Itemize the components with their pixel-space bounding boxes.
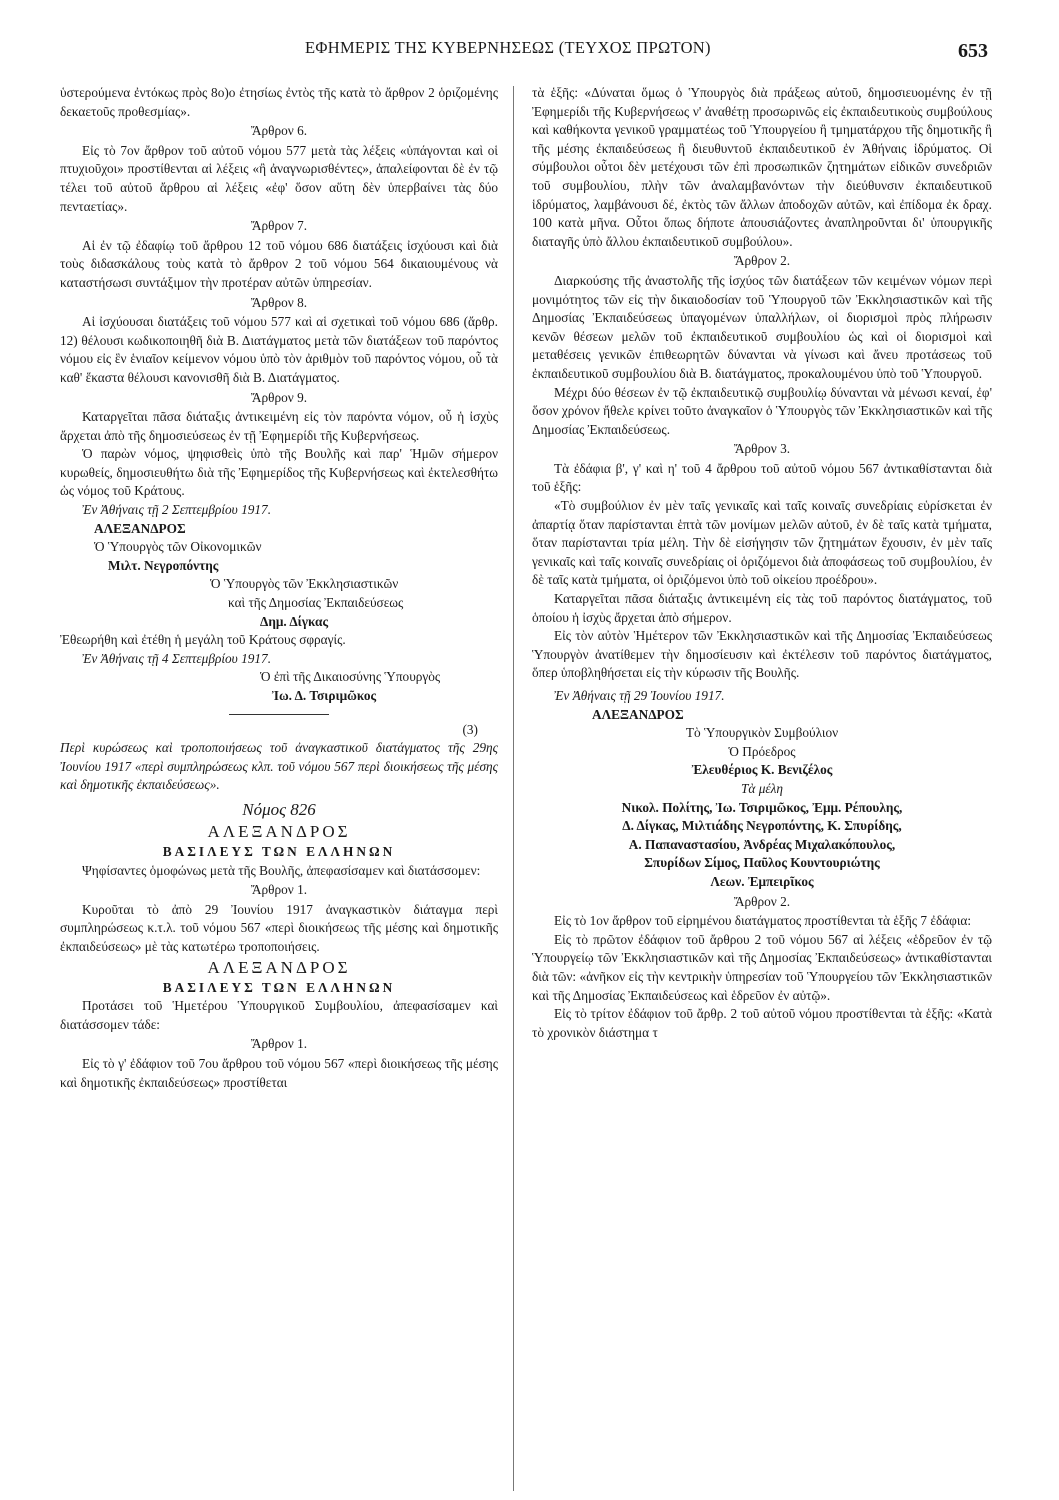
law-number: Νόμος 826 — [242, 799, 316, 819]
paragraph: τὰ ἑξῆς: «Δύναται ὅμως ὁ Ὑπουργὸς διὰ πράξεως αὐτοῦ, δημοσιευομένης ἐν τῇ Ἐφημερίδι τῆς Κυβερνήσεως ν' ἀναθέτῃ προσωρινῶς εἰς ἐκπαιδευτικοὺς συμβούλους καὶ καθήκοντα γενικοῦ γραμματέως τοῦ Ὑπουργείου ἢ τμηματάρχου τῆς δημοτικῆς ἢ τῆς μέσης ἐκπαιδεύσεως ἢ διευθυντοῦ ἐκπαιδευτικοῦ ἐν Ἀθήναις ἱδρύματος. Οἱ σύμβουλοι οὗτοι δὲν μετέχουσι τῶν ἐπὶ προσωπικῶν ζητημάτων εἰδικῶν συνεδριῶν τοῦ συμβουλίου, πλὴν τῶν ἀναλαμβανόντων τὴν διεύθυνσιν ἐκπαιδευτικοῦ ἱδρύματος, λαμβάνουσι δέ, ἐκτὸς τῶν ἄλλων ἀποδοχῶν αὐτῶν, καὶ ἐπίδομα ἐκ δραχ. 100 κατὰ μῆνα. Οὗτοι ὅπως δήποτε ἀπουσιάζοντες ἀναπληροῦνται δι' ὑπουργικῆς διαταγῆς ὑπὸ ἄλλου ἐκπαιδευτικοῦ συμβούλου». — [532, 85, 992, 249]
paragraph: Εἰς τὸ πρῶτον ἐδάφιον τοῦ ἄρθρου 2 τοῦ νόμου 567 αἱ λέξεις «ἑδρεῦον ἐν τῷ Ὑπουργείῳ τῶν Ἐκκλησιαστικῶν καὶ τῆς Δημοσίας Ἐκπαιδεύσεως» ἀντικαθίστανται διὰ τῶν: «ἀνῆκον εἰς τὴν κεντρικὴν ὑπηρεσίαν τοῦ Ὑπουργείου τῶν Ἐκκλησιαστικῶν καὶ τῆς Δημοσίας Ἐκπαιδεύσεως καὶ ἑδρεῦον ἐν αὐτῷ». — [532, 931, 992, 1003]
members-title: Τὰ μέλη — [741, 780, 783, 796]
dateline: Ἐν Ἀθήναις τῇ 2 Σεπτεμβρίου 1917. — [82, 502, 272, 518]
paragraph: Κυροῦται τὸ ἀπὸ 29 Ἰουνίου 1917 ἀναγκαστικὸν διάταγμα περὶ συμπληρώσεως κ.τ.λ. τοῦ νόμου 567 «περὶ διοικήσεως τῆς μέσης καὶ δημοτικῆς ἐκπαιδεύσεως» μὲ τὰς κατωτέρω τροποποιήσεις. — [60, 901, 498, 954]
king-signature: ΑΛΕΞΑΝΔΡΟΣ — [592, 706, 684, 722]
section-rule — [229, 714, 329, 715]
paragraph: Εἰς τὸ τρίτον ἐδάφιον τοῦ ἄρθρ. 2 τοῦ αὐτοῦ νόμου προστίθενται τὰ ἑξῆς: «Κατὰ τὸ χρονικὸν διάστημα τ — [532, 1006, 992, 1040]
seal-note: Ἐθεωρήθη καὶ ἐτέθη ἡ μεγάλη τοῦ Κράτους σφραγίς. — [60, 632, 346, 648]
paragraph: Ὁ παρὼν νόμος, ψηφισθεὶς ὑπὸ τῆς Βουλῆς καὶ παρ' Ἡμῶν σήμερον κυρωθείς, δημοσιευθήτω διὰ τῆς Ἐφημερίδος τῆς Κυβερνήσεως καὶ ἐκτελεσθήτω ὡς νόμος τοῦ Κράτους. — [60, 446, 498, 499]
members-line: Λεων. Ἐμπειρῖκος — [710, 873, 814, 889]
article-heading: Ἄρθρον 1. — [250, 882, 308, 898]
members-line: Σπυρίδων Σίμος, Παῦλος Κουντουριώτης — [644, 855, 880, 871]
minister-title: Ὁ Ὑπουργὸς τῶν Ἐκκλησιαστικῶν — [210, 576, 399, 592]
paragraph: Διαρκούσης τῆς ἀναστολῆς τῆς ἰσχύος τῶν διατάξεων τῶν κειμένων νόμων περὶ μονιμότητος τῶν εἰς τὴν δικαιοδοσίαν τοῦ Ὑπουργοῦ τῶν Ἐκκλησιαστικῶν καὶ τῆς Δημοσίας Ἐκπαιδεύσεως ὑπαγομένων ὑπαλλήλων, οἱ διορισμοὶ πρὸς πλήρωσιν κενῶν θέσεων μελῶν τοῦ ἐκπαιδευτικοῦ συμβουλίου ὡς καὶ οἱ διορισμοὶ καὶ μεταθέσεις γενικῶν ἐπιθεωρητῶν δύνανται νὰ γίνωσι καὶ ἄνευ προτάσεως τοῦ ἐκπαιδευτικοῦ συμβουλίου διὰ Β. διατάγματος, προκαλουμένου ὑπὸ τοῦ Ὑπουργοῦ. — [532, 272, 992, 381]
paragraph: Εἰς τὸ 7ον ἄρθρον τοῦ αὐτοῦ νόμου 577 μετὰ τὰς λέξεις «ὑπάγονται καὶ οἱ πτυχιοῦχοι» προστίθενται αἱ λέξεις «ἢ ἀναγνωρισθέντες», ἀπαλείφονται δὲ ἐν τῷ τέλει τοῦ αὐτοῦ ἄρθρου αἱ λέξεις «ἐφ' ὅσον αὕτη δὲν ὑπερβαίνει τὰς δύο πενταετίας». — [60, 142, 498, 214]
law-heading: Περὶ κυρώσεως καὶ τροποποιήσεως τοῦ ἀναγκαστικοῦ διατάγματος τῆς 29ης Ἰουνίου 1917 «περὶ συμπληρώσεως κλπ. τοῦ νόμου 567 περὶ διοικήσεως τῆς μέσης καὶ δημοτικῆς ἐκπαιδεύσεως». — [60, 740, 498, 793]
paragraph: Ψηφίσαντες ὁμοφώνως μετὰ τῆς Βουλῆς, ἀπεφασίσαμεν καὶ διατάσσομεν: — [82, 862, 481, 878]
king-subheading: ΒΑΣΙΛΕΥΣ ΤΩΝ ΕΛΛΗΝΩΝ — [162, 979, 396, 995]
article-heading: Ἄρθρον 9. — [250, 389, 308, 405]
paragraph: «Τὸ συμβούλιον ἐν μὲν ταῖς γενικαῖς καὶ ταῖς κοιναῖς συνεδρίαις εὑρίσκεται ἐν ἀπαρτίᾳ ὅταν παρίστανται ἑπτὰ τῶν μονίμων μελῶν αὐτοῦ, ἐν δὲ ταῖς κατὰ τμήματα, ὅταν παρίστανται τρία μέλη. Τὴν δὲ εἰσήγησιν τῶν ζητημάτων ἔχουσιν, ἐν μὲν ταῖς γενικαῖς καὶ ταῖς κοιναῖς συνεδρίαις οἱ ὁριζόμενοι διὰ ἀποφάσεως τοῦ συμβουλίου, ἐν δὲ ταῖς κατὰ τμήματα, οἱ ὁριζόμενοι ὑπὸ τοῦ οἰκείου προέδρου». — [532, 498, 992, 588]
members-line: Α. Παπαναστασίου, Ἀνδρέας Μιχαλακόπουλος, — [628, 836, 896, 852]
paragraph: Εἰς τὸ 1ον ἄρθρον τοῦ εἰρημένου διατάγματος προστίθενται τὰ ἑξῆς 7 ἐδάφια: — [554, 913, 972, 929]
page-header — [0, 38, 1059, 74]
article-heading: Ἄρθρον 7. — [250, 218, 308, 234]
president-title: Ὁ Πρόεδρος — [728, 743, 796, 759]
minister-name: Δημ. Δίγκας — [260, 613, 329, 629]
column-divider — [513, 86, 514, 1491]
section-number: (3) — [462, 721, 478, 737]
paragraph: Καταργεῖται πᾶσα διάταξις ἀντικειμένη εἰς τὸν παρόντα νόμον, οὗ ἡ ἰσχὺς ἄρχεται ἀπὸ τῆς δημοσιεύσεως ἐν τῇ Ἐφημερίδι τῆς Κυβερνήσεως. — [60, 409, 498, 443]
dateline: Ἐν Ἀθήναις τῇ 29 Ἰουνίου 1917. — [554, 688, 725, 703]
minister-name: Μιλτ. Νεγροπόντης — [108, 557, 219, 573]
paragraph: Προτάσει τοῦ Ἡμετέρου Ὑπουργικοῦ Συμβουλίου, ἀπεφασίσαμεν καὶ διατάσσομεν τάδε: — [60, 998, 498, 1032]
minister-title: Ὁ ἐπὶ τῆς Δικαιοσύνης Ὑπουργὸς — [260, 669, 441, 685]
members-line: Δ. Δίγκας, Μιλτιάδης Νεγροπόντης, Κ. Σπυρίδης, — [622, 818, 902, 834]
paragraph: Καταργεῖται πᾶσα διάταξις ἀντικειμένη εἰς τὰς τοῦ παρόντος διατάγματος, τοῦ ὁποίου ἡ ἰσχὺς ἄρχεται ἀπὸ σήμερον. — [532, 591, 992, 625]
article-heading: Ἄρθρον 2. — [733, 253, 791, 269]
page-number: 653 — [958, 40, 988, 62]
paragraph: Μέχρι δύο θέσεων ἐν τῷ ἐκπαιδευτικῷ συμβουλίῳ δύνανται νὰ μένωσι κεναί, ἐφ' ὅσον χρόνον ἤθελε κρίνει τοῦτο ἀναγκαῖον ὁ Ὑπουργὸς τῶν Ἐκκλησιαστικῶν καὶ τῆς Δημοσίας Ἐκπαιδεύσεως. — [532, 384, 992, 437]
article-heading: Ἄρθρον 2. — [733, 893, 791, 909]
right-column — [532, 84, 992, 1042]
king-subheading: ΒΑΣΙΛΕΥΣ ΤΩΝ ΕΛΛΗΝΩΝ — [162, 843, 396, 859]
article-heading: Ἄρθρον 8. — [250, 294, 308, 310]
paragraph: Εἰς τὸ γ' ἐδάφιον τοῦ 7ου ἄρθρου τοῦ νόμου 567 «περὶ διοικήσεως τῆς μέσης καὶ δημοτικῆς ἐκπαιδεύσεως» προστίθεται — [60, 1055, 498, 1090]
article-heading: Ἄρθρον 1. — [250, 1036, 308, 1052]
left-column — [60, 84, 498, 1092]
president-name: Ἐλευθέριος Κ. Βενιζέλος — [691, 762, 833, 778]
article-heading: Ἄρθρον 3. — [733, 441, 791, 457]
minister-title: καὶ τῆς Δημοσίας Ἐκπαιδεύσεως — [228, 595, 404, 611]
king-signature: ΑΛΕΞΑΝΔΡΟΣ — [94, 520, 186, 536]
gazette-title: ΕΦΗΜΕΡΙΣ ΤΗΣ ΚΥΒΕΡΝΗΣΕΩΣ (ΤΕΥΧΟΣ ΠΡΩΤΟΝ) — [305, 38, 711, 57]
article-heading: Ἄρθρον 6. — [250, 123, 308, 139]
minister-name: Ἰω. Δ. Τσιριμῶκος — [272, 688, 377, 703]
members-line: Νικολ. Πολίτης, Ἰω. Τσιριμῶκος, Ἐμμ. Ρέπουλης, — [621, 799, 903, 815]
paragraph: Εἰς τὸν αὐτὸν Ἡμέτερον τῶν Ἐκκλησιαστικῶν καὶ τῆς Δημοσίας Ἐκπαιδεύσεως Ὑπουργὸν ἀνατίθεμεν τὴν δημοσίευσιν καὶ ἐκτέλεσιν τοῦ παρόντος διατάγματος, ὅπερ ὑποβληθήσεται εἰς τὴν κύρωσιν τῆς Βουλῆς. — [532, 628, 992, 681]
king-heading: ΑΛΕΞΑΝΔΡΟΣ — [207, 821, 351, 841]
minister-title: Ὁ Ὑπουργὸς τῶν Οἰκονομικῶν — [94, 539, 262, 555]
king-heading: ΑΛΕΞΑΝΔΡΟΣ — [207, 957, 351, 977]
paragraph: ὑστερούμενα ἐντόκως πρὸς 8ο)ο ἐτησίως ἐντὸς τῆς κατὰ τὸ ἄρθρον 2 ὁριζομένης δεκαετοῦς προθεσμίας». — [60, 85, 498, 119]
paragraph: Αἱ ἐν τῷ ἐδαφίῳ τοῦ ἄρθρου 12 τοῦ νόμου 686 διατάξεις ἰσχύουσι καὶ διὰ τοὺς διδασκάλους τοὺς κατὰ τὸ ἄρθρον 2 τοῦ νόμου 564 δικαιουμένους νὰ καταστήσωσι συντάξιμον τὴν προτέραν αὐτῶν ὑπηρεσίαν. — [60, 237, 498, 290]
council-title: Τὸ Ὑπουργικὸν Συμβούλιον — [685, 725, 839, 741]
dateline: Ἐν Ἀθήναις τῇ 4 Σεπτεμβρίου 1917. — [82, 650, 272, 666]
paragraph: Τὰ ἐδάφια β', γ' καὶ η' τοῦ 4 ἄρθρου τοῦ αὐτοῦ νόμου 567 ἀντικαθίστανται διὰ τοῦ ἑξῆς: — [532, 460, 992, 495]
paragraph: Αἱ ἰσχύουσαι διατάξεις τοῦ νόμου 577 καὶ αἱ σχετικαὶ τοῦ νόμου 686 (ἄρθρ. 12) θέλουσι κωδικοποιηθῆ διὰ Β. Διατάγματος μετὰ τῶν διατάξεων τοῦ παρόντος νόμου εἰς ἓν ἑνιαῖον κείμενον νόμου ὑπὸ τὸν ἀριθμὸν τοῦ παρόντος νόμου, οὗ τὰ καθ' ἕκαστα θέλουσι κανονισθῆ διὰ Β. Διατάγματος. — [60, 314, 498, 385]
